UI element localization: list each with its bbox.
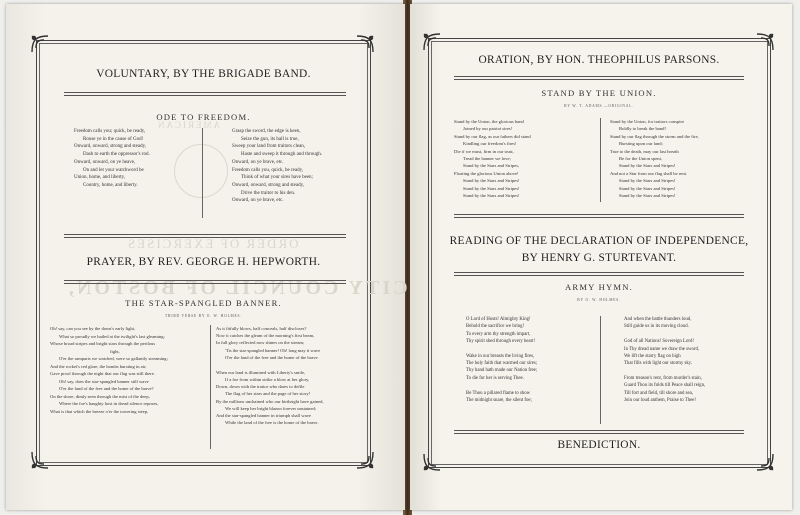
corner-flourish-icon (28, 448, 52, 472)
verse-line: Onward, onward, strong and steady, (232, 182, 305, 188)
verse-line: Onward, on ye brave, etc. (232, 159, 284, 165)
stand-byline: BY W. T. ADAMS.—ORIGINAL. (564, 104, 634, 108)
verse-line: Boldly to break the band! (619, 126, 666, 132)
verse-line: Grasp the sword, the edge is keen, (232, 129, 301, 134)
section-divider (64, 280, 346, 284)
section-divider (454, 430, 744, 434)
verse-line: Stand by the Stars and Stripes! (463, 193, 520, 199)
verse-line: Still guide us in its moving cloud. (624, 324, 689, 330)
verse-line: On the shore, dimly seen through the mist of the deep, (50, 393, 150, 399)
verse-line: God of all Nations! Sovereign Lord! (624, 339, 694, 345)
reading-heading-line-2: BY HENRY G. STURTEVANT. (521, 252, 677, 264)
verse-line: In Thy dread name we draw the sword, (624, 346, 700, 352)
verse-line: Rouse ye in the cause of God! (83, 136, 144, 142)
verse-line: True to the death, may our last breath (610, 148, 679, 154)
verse-line: That fills with light our stormy sky. (624, 361, 693, 367)
verse-line: If a foe from within strike a blow at her glory, (225, 376, 310, 382)
verse-line: In full glory reflected now shines on the stream; (216, 340, 305, 346)
verse-line: Stand by the Stars and Stripes, (463, 163, 520, 169)
verse-line: Dash to earth the oppressor's rod. (83, 152, 150, 158)
verse-line: Drive the traitor to his den. (241, 190, 296, 196)
verse-line: Union, home, and liberty, (74, 175, 126, 181)
banner-column-2 (216, 325, 324, 426)
verse-line: Guard Thou its folds till Peace shall reign, (624, 383, 706, 389)
ode-title: ODE TO FREEDOM. (156, 112, 251, 122)
verse-line: Wake in our breasts the living fires, (466, 353, 535, 359)
verse-line: Where the foe's haughty host in dread silence reposes, (59, 401, 159, 406)
verse-line: To die for her is serving Thee. (466, 375, 524, 381)
stand-column-2 (610, 118, 699, 199)
corner-flourish-icon (420, 450, 444, 474)
verse-line: fight, (110, 348, 120, 354)
verse-line: On and let your watchword be (83, 167, 144, 173)
verse-line: Whose broad stripes and bright stars through the perilous (50, 341, 156, 346)
verse-line: Freedom calls you, quick, be ready, (232, 167, 304, 173)
verse-line: Die if we must, firm in our trust, (454, 148, 514, 154)
section-divider (454, 76, 744, 80)
bleed-through-text: ORDER OF EXERCISES (126, 236, 299, 251)
verse-line: When our land is illumined with Liberty's smile, (216, 369, 306, 375)
verse-line: By the millions unchained who our birthright have gained, (216, 398, 324, 404)
verse-line: Floating the glorious Union above! (454, 170, 519, 176)
verse-line: O'er the ramparts we watched, were so gallantly streaming; (59, 356, 168, 361)
verse-line: We will keep her bright blazon forever unstained; (225, 405, 317, 411)
verse-line: Stand by our flag, as our fathers did stand (454, 133, 531, 139)
verse-line: The holy faith that warmed our sires; (466, 361, 538, 367)
verse-line: Stand by the Stars and Stripes! (619, 163, 676, 169)
verse-line: Down, down with the traitor who dares to defile (216, 384, 305, 390)
verse-line: The flag of her stars and the page of her story! (225, 391, 311, 397)
verse-line: And the rocket's red glare, the bombs bursting in air, (50, 363, 147, 369)
column-divider (210, 325, 211, 449)
section-divider (64, 92, 346, 96)
banner-title: THE STAR-SPANGLED BANNER. (125, 298, 282, 308)
corner-flourish-icon (28, 32, 52, 56)
bleed-through-seal (174, 144, 228, 198)
prayer-heading: PRAYER, BY REV. GEORGE H. HEPWORTH. (86, 256, 321, 268)
verse-line: Stand by the Union, for traitors conspire (610, 119, 685, 124)
verse-line: Haste and sweep it through and through. (241, 152, 322, 158)
banner-byline: THIRD VERSE BY O. W. HOLMES. (164, 314, 243, 318)
verse-line: Gave proof through the night that our flag was still there. (50, 371, 155, 376)
section-divider (64, 234, 346, 238)
verse-line: Thy hand hath made our Nation free; (466, 368, 538, 374)
verse-line: O Lord of Hosts! Almighty King! (466, 317, 531, 322)
verse-line: Bursting upon our land; (619, 141, 663, 147)
reading-heading-line-1: READING OF THE DECLARATION OF INDEPENDENCE, (449, 235, 749, 247)
stand-title: STAND BY THE UNION. (541, 88, 657, 98)
verse-line: Now it catches the gleam of the morning's first beam, (216, 333, 315, 339)
verse-line: To every arm thy strength impart, (466, 331, 531, 337)
oration-heading: ORATION, BY HON. THEOPHILUS PARSONS. (478, 54, 720, 66)
verse-line: Thy spirit shed through every heart! (466, 338, 536, 344)
army-hymn-byline: BY O. W. HOLMES. (577, 298, 621, 302)
army-column-1 (466, 316, 537, 404)
corner-flourish-icon (353, 448, 377, 472)
bleed-through-text: CITY COUNCIL OF BOSTON, (66, 277, 408, 299)
voluntary-heading: VOLUNTARY, BY THE BRIGADE BAND. (96, 68, 311, 80)
verse-line: And the star-spangled banner in triumph shall wave (216, 412, 311, 418)
corner-flourish-icon (753, 30, 777, 54)
verse-line: Stand by the Stars and Stripes! (619, 193, 676, 199)
ode-column-1 (74, 128, 150, 190)
verse-line: Sweep your land from traitors clean, (232, 144, 306, 150)
verse-line: O'er the land of the free and the home of the brave? (59, 386, 154, 391)
corner-flourish-icon (753, 450, 777, 474)
section-divider (454, 214, 744, 218)
verse-line: 'Tis the star-spangled banner! Oh! long may it wave (225, 347, 321, 353)
verse-line: Stand by the Stars and Stripes! (619, 185, 676, 191)
verse-line: Onward, on ye brave, etc. (232, 198, 284, 204)
verse-line: Behold the sacrifice we bring! (466, 324, 525, 330)
verse-line: And not a Star from our flag shall be rent. (610, 170, 688, 176)
corner-flourish-icon (420, 30, 444, 54)
verse-line: Onward, onward, strong and steady, (74, 144, 147, 150)
verse-line: While the land of the free is the home of the brave. (225, 420, 319, 426)
army-hymn-title: ARMY HYMN. (564, 282, 634, 292)
verse-line: What is that which the breeze o'er the towering steep, (50, 408, 149, 414)
benediction-heading: BENEDICTION. (557, 439, 641, 451)
army-column-2 (624, 316, 705, 404)
verse-line: Country, home, and liberty. (83, 182, 138, 188)
verse-line: Kindling our freedom's fires! (463, 141, 517, 147)
verse-line: Seize the gun, its ball is true, (241, 136, 299, 142)
verse-line: As it fitfully blows, half conceals, half discloses? (216, 326, 307, 331)
verse-line: Be for the Union spent, (619, 156, 662, 162)
verse-line: Onward, onward, on ye heave, (74, 159, 136, 165)
verse-line: Oh! say, can you see by the dawn's early light, (50, 326, 136, 331)
verse-line: Joined by our patriot sires! (463, 126, 513, 132)
verse-line: Be Thou a pillared flame to show (466, 390, 531, 396)
verse-line: Think of what your sires have been; (241, 175, 313, 181)
verse-line: Stand by the Stars and Stripes! (619, 178, 676, 184)
section-divider (454, 272, 744, 276)
corner-flourish-icon (353, 32, 377, 56)
verse-line: We lift the starry flag on high (624, 353, 681, 359)
bleed-through-text: AMERICAN (156, 120, 221, 130)
verse-line: Stand by the Stars and Stripes! (463, 178, 520, 184)
verse-line: What so proudly we hailed at the twilight's last gleaming; (59, 333, 165, 339)
right-page (410, 4, 792, 510)
verse-line: And when the battle thunders loud, (624, 317, 692, 322)
verse-line: Stand by our flag through the storm and the fire, (610, 133, 699, 139)
banner-column-1 (50, 325, 168, 415)
verse-line: Till fort and field, till shore and sea, (624, 390, 693, 396)
verse-line: Join our loud anthem, Praise to Thee! (624, 398, 696, 404)
verse-line: Tread the banner we love; (463, 156, 511, 162)
column-divider (202, 128, 203, 218)
verse-line: Freedom calls you; quick, be ready, (74, 129, 146, 134)
verse-line: Stand by the Union, the glorious band (454, 119, 524, 124)
verse-line: Oh! say, does the star-spangled banner still wave (59, 378, 149, 384)
verse-line: Stand by the Stars and Stripes! (463, 185, 520, 191)
column-divider (600, 316, 601, 424)
column-divider (600, 118, 601, 202)
left-page (6, 4, 408, 510)
stand-column-1 (454, 118, 531, 199)
ode-column-2 (232, 128, 322, 205)
verse-line: The midnight snare, the silent foe; (466, 398, 532, 404)
verse-line: From treason's rent, from murder's stain, (624, 376, 702, 382)
verse-line: O'er the land of the free and the home of the brave. (225, 354, 319, 360)
